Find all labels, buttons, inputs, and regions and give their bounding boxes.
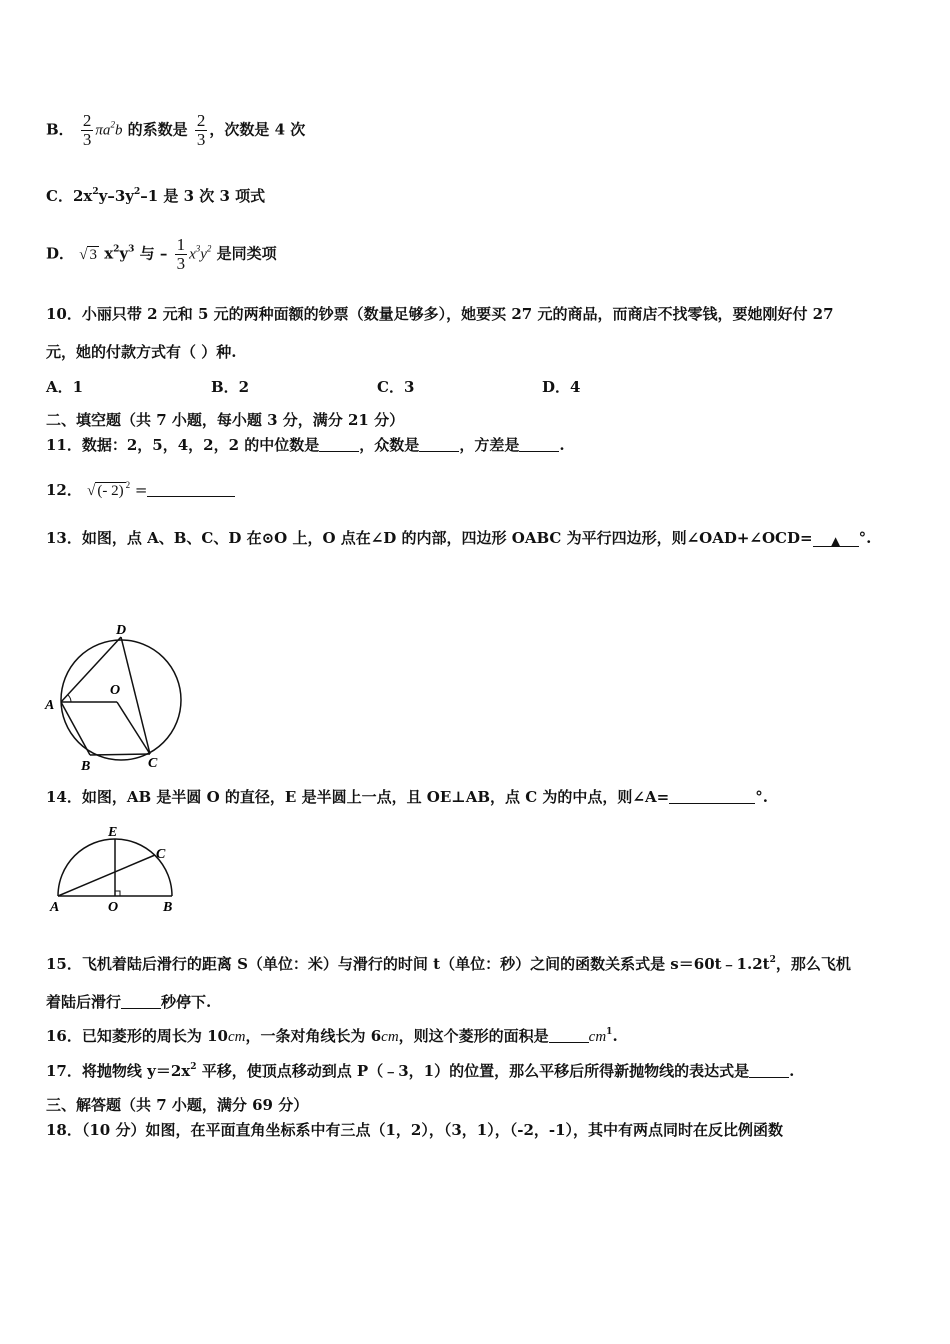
text: °. [755, 788, 768, 806]
text: –1 是 3 次 3 项式 [140, 187, 266, 205]
q16 [46, 1026, 618, 1047]
denominator: 3 [176, 254, 186, 273]
text: 是同类项 [211, 244, 277, 263]
text: . [789, 1062, 795, 1080]
exponent: 3 [195, 243, 201, 254]
radicand: (- 2) [97, 483, 124, 499]
q13 [46, 528, 871, 548]
q12 [46, 480, 235, 501]
text: °. [858, 529, 872, 547]
exponent: 2 [113, 244, 120, 255]
sqrt: √ 3 [79, 246, 97, 263]
answer-blank [749, 1063, 789, 1078]
fraction [175, 236, 188, 273]
q14 [46, 787, 768, 807]
variable: y [200, 246, 207, 263]
label-o: O [110, 683, 121, 698]
q9-option-b [46, 112, 305, 149]
segment-dc [121, 637, 150, 754]
fraction [195, 112, 208, 149]
text: 2x [72, 187, 93, 205]
unit: cm [588, 1029, 607, 1045]
answer-blank [519, 437, 559, 452]
answer-blank [319, 437, 359, 452]
label-c: C [148, 756, 158, 771]
text: 着陆后滑行 [46, 993, 122, 1011]
circle-o [61, 640, 181, 760]
text: ，则这个菱形的面积是 [398, 1027, 549, 1045]
answer-blank [147, 482, 235, 497]
text: 平移，使顶点移动到点 P（﹣3，1）的位置，那么平移后所得新抛物线的表达式是 [196, 1062, 750, 1080]
q15-line2 [46, 992, 211, 1012]
segment-ac [58, 855, 155, 896]
label-b: B [163, 900, 173, 915]
text: 的系数是 [127, 120, 188, 139]
label-a: A [50, 900, 60, 915]
q10-option-b: B．2 [211, 378, 250, 396]
text: . [612, 1027, 618, 1045]
text: = [130, 481, 148, 499]
text: ，方差是 [459, 436, 520, 454]
label-c: C [156, 847, 166, 862]
variable: b [114, 122, 123, 139]
exponent: 2 [206, 243, 212, 254]
answer-blank [419, 437, 459, 452]
text: 11．数据：2，5，4，2，2 的中位数是 [46, 436, 320, 454]
q10-option-a: A．1 [46, 378, 84, 396]
variable: x [189, 246, 196, 263]
denominator: 3 [82, 130, 92, 149]
section-2-heading: 二、填空题（共 7 小题，每小题 3 分，满分 21 分） [46, 411, 405, 429]
label-a: A [45, 698, 55, 713]
exponent: 2 [190, 1062, 197, 1072]
text: 15．飞机着陆后滑行的距离 S（单位：米）与滑行的时间 t（单位：秒）之间的函数关系式是 s＝60t﹣1.2t [46, 955, 770, 973]
figure-14-semicircle [44, 820, 184, 916]
label-b: B [81, 759, 91, 774]
label-o: O [108, 900, 119, 915]
answer-blank [549, 1028, 589, 1043]
text: 秒停下. [161, 993, 212, 1011]
exponent: 2 [133, 187, 141, 197]
text: ，次数是 4 次 [209, 120, 306, 139]
numerator: 2 [82, 111, 92, 130]
radicand: 3 [89, 246, 97, 263]
text: ，那么飞机 [775, 955, 851, 973]
q9-option-c [46, 186, 265, 206]
segment-oc [117, 702, 150, 754]
text: 与 – [134, 244, 173, 263]
option-label: C． [46, 187, 73, 205]
text: 16．已知菱形的周长为 10 [46, 1027, 228, 1045]
option-label: B． [46, 120, 74, 139]
q10-line1: 10．小丽只带 2 元和 5 元的两种面额的钞票（数量足够多），她要买 27 元的商品，而商店不找零钱，要她刚好付 27 [46, 305, 834, 323]
numerator: 2 [196, 111, 206, 130]
fraction [81, 112, 94, 149]
answer-blank [121, 994, 161, 1009]
answer-blank [669, 789, 755, 804]
text: ，一条对角线长为 6 [245, 1027, 382, 1045]
segment-ab [61, 702, 90, 755]
text: . [559, 436, 565, 454]
triangle-marker: ▲ [830, 534, 841, 548]
text: x [98, 244, 114, 263]
exponent: 3 [128, 244, 135, 255]
unit: cm [381, 1029, 399, 1045]
text: y–3y [98, 187, 134, 205]
label-e: E [108, 825, 118, 840]
q10-line2: 元，她的付款方式有（ ）种. [46, 343, 237, 361]
q9-option-d [46, 236, 277, 273]
option-label: D． [46, 244, 75, 263]
expr: πa [95, 122, 111, 139]
numerator: 1 [176, 235, 186, 254]
text: 13．如图，点 A、B、C、D 在⊙O 上，O 点在∠D 的内部，四边形 OABC 为平行四边形，则∠OAD+∠OCD= [46, 529, 813, 547]
answer-blank [813, 530, 859, 547]
sqrt: √ (- 2) $^2$ [87, 480, 131, 499]
q15-line1 [46, 954, 851, 974]
angle-mark [68, 695, 71, 702]
text: 14．如图，AB 是半圆 O 的直径，E 是半圆上一点，且 OE⊥AB，点 C 为的中点，则∠A= [46, 788, 670, 806]
exponent: 2 [125, 480, 131, 490]
exponent: 2 [769, 955, 776, 965]
figure-13-circle [40, 620, 190, 775]
q10-option-d: D．4 [542, 378, 581, 396]
text: ，众数是 [359, 436, 420, 454]
unit: cm [227, 1029, 246, 1045]
exponent: 1 [606, 1027, 613, 1037]
q17 [46, 1061, 794, 1081]
exponent: 2 [110, 119, 115, 130]
q10-option-c: C．3 [377, 378, 415, 396]
text: 17．将抛物线 y＝2x [46, 1062, 191, 1080]
segment-bc [90, 754, 150, 755]
q18: 18．（10 分）如图，在平面直角坐标系中有三点（1，2），（3，1），（-2，-1），其中有两点同时在反比例函数 [46, 1121, 784, 1139]
exponent: 2 [92, 187, 99, 197]
section-3-heading: 三、解答题（共 7 小题，满分 69 分） [46, 1096, 309, 1114]
text: y [119, 244, 129, 263]
label-d: D [116, 623, 127, 638]
denominator: 3 [196, 130, 206, 149]
text: 12． [46, 481, 82, 499]
q11 [46, 435, 565, 455]
